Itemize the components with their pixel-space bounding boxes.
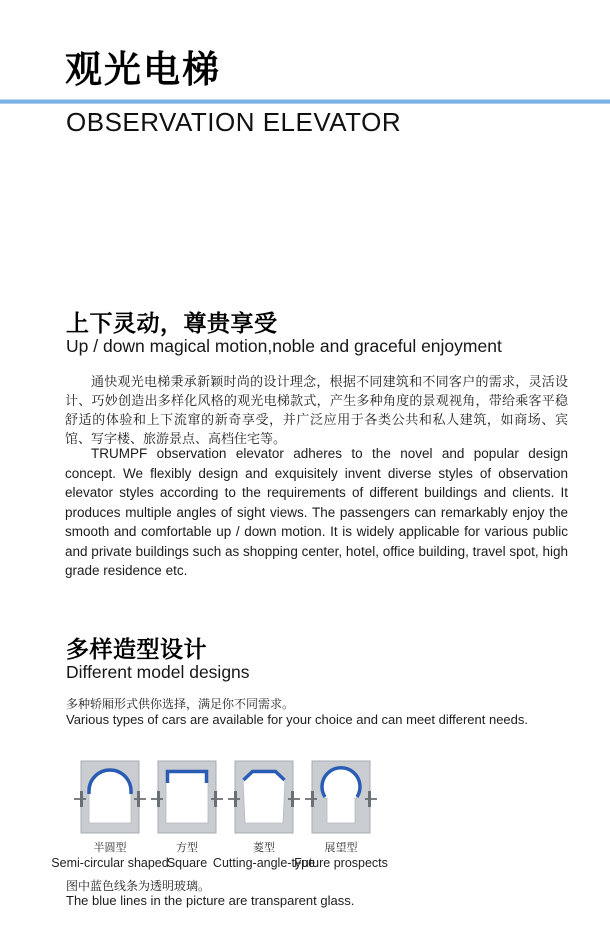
model-label-cn: 菱型 — [253, 842, 275, 854]
page-title-en: OBSERVATION ELEVATOR — [66, 107, 402, 137]
model-diagram-square-icon — [150, 760, 224, 834]
model-diagram-cutting-angle-icon — [227, 760, 301, 834]
glass-note-en: The blue lines in the picture are transparent glass. — [66, 893, 355, 908]
header-divider-rule — [0, 99, 610, 104]
model-label-cn: 方型 — [176, 842, 198, 854]
model-diagram-future-icon — [304, 760, 378, 834]
page-title-cn: 观光电梯 — [65, 49, 221, 90]
models-heading-en: Different model designs — [66, 662, 250, 682]
motion-heading-en: Up / down magical motion,noble and graceful enjoyment — [66, 336, 502, 356]
motion-paragraph-cn: 通快观光电梯秉承新颖时尚的设计理念，根据不同建筑和不同客户的需求，灵活设计、巧妙创造出多样化风格的观光电梯款式，产生多种角度的景观视角，带给乘客平稳舒适的体验和上下流窜的新奇享受，并广泛应用于各类公共和私人建筑，如商场、宾馆、写字楼、旅游景点、高档住宅等。 — [65, 374, 568, 446]
motion-paragraph-en: TRUMPF observation elevator adheres to the novel and popular design concept. We flexibly design and exquisitely invent diverse styles of observation elevator styles according to the requirements of different buildings and clients. It produces multiple angles of sight views. The passengers can remarkably enjoy the smooth and comfortable up / down motion. It is widely applicable for various public and private buildings such as shopping center, hotel, office building, travel spot, high grade residence etc. — [65, 446, 568, 578]
models-caption-en: Various types of cars are available for your choice and can meet different needs. — [66, 712, 529, 727]
model-figure-future — [294, 760, 388, 870]
model-figure-square — [150, 760, 224, 870]
model-figure-cutting-angle — [212, 760, 316, 870]
model-figure-semi-circular — [51, 760, 169, 870]
glass-note-cn: 图中蓝色线条为透明玻璃。 — [66, 879, 211, 893]
model-diagram-semi-circular-icon — [73, 760, 147, 834]
model-label-cn: 展望型 — [324, 842, 358, 854]
model-label-en: Cutting-angle-type — [212, 856, 316, 870]
models-caption-cn: 多种轿厢形式供你选择，满足你不同需求。 — [66, 697, 295, 711]
model-label-cn: 半圆型 — [93, 842, 127, 854]
model-label-en: Semi-circular shaped — [51, 856, 169, 870]
model-label-en: Future prospects — [294, 856, 388, 870]
motion-heading-cn: 上下灵动，尊贵享受 — [66, 310, 278, 336]
models-heading-cn: 多样造型设计 — [66, 636, 207, 662]
model-label-en: Square — [166, 856, 208, 870]
